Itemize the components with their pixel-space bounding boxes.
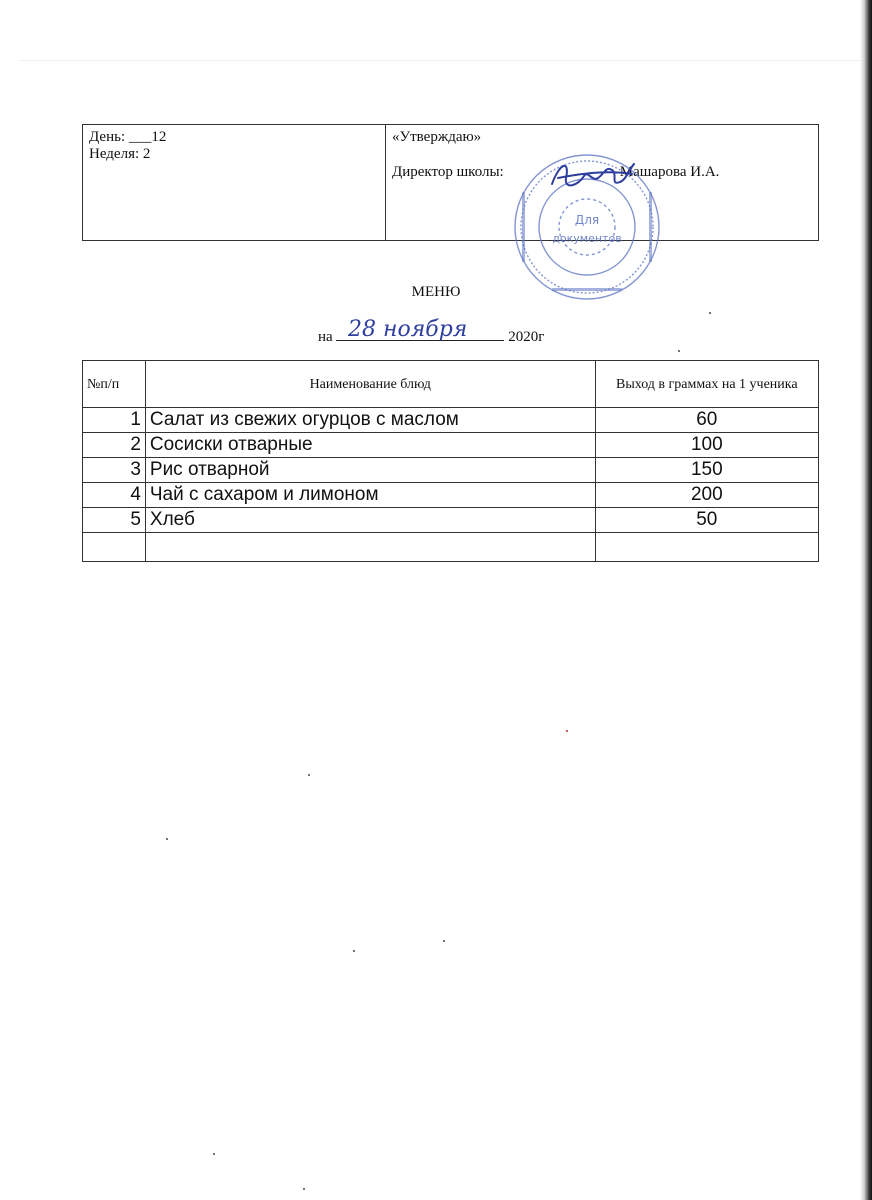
- row-num: 3: [83, 458, 146, 483]
- table-row: [83, 458, 819, 483]
- table-header-row: [83, 361, 819, 408]
- row-name: [145, 533, 595, 562]
- scan-speck: [566, 730, 568, 732]
- col-header-output: Выход в граммах на 1 ученика: [595, 361, 818, 408]
- row-output: 200: [595, 483, 818, 508]
- director-signature: [548, 156, 638, 202]
- row-output: 50: [595, 508, 818, 533]
- approve-label: «Утверждаю»: [392, 129, 482, 145]
- scan-speck: [166, 838, 168, 840]
- scan-speck: [443, 940, 445, 942]
- col-header-name: Наименование блюд: [145, 361, 595, 408]
- director-name: Машарова И.А.: [619, 164, 720, 180]
- table-row: [83, 408, 819, 433]
- scan-fold-line: [20, 60, 860, 61]
- table-row-empty: [83, 533, 819, 562]
- row-name: Салат из свежих огурцов с маслом: [145, 408, 595, 433]
- week-label: Неделя: 2: [89, 146, 151, 162]
- scan-speck: [308, 774, 310, 776]
- table-row: [83, 483, 819, 508]
- row-num: 4: [83, 483, 146, 508]
- stamp-text-1: Для: [574, 213, 600, 227]
- scan-speck: [303, 1188, 305, 1190]
- row-name: Чай с сахаром и лимоном: [145, 483, 595, 508]
- table-row: [83, 433, 819, 458]
- header-day-cell: [83, 125, 386, 241]
- row-num: [83, 533, 146, 562]
- date-prefix: на: [318, 329, 333, 345]
- row-output: 150: [595, 458, 818, 483]
- row-name: Рис отварной: [145, 458, 595, 483]
- col-header-num: №п/п: [83, 361, 146, 408]
- header-box: [82, 124, 819, 241]
- scan-speck: [213, 1153, 215, 1155]
- stamp-text-2: документов: [552, 232, 622, 245]
- scan-speck: [678, 350, 680, 352]
- scan-speck: [709, 312, 711, 314]
- row-output: 100: [595, 433, 818, 458]
- row-num: 5: [83, 508, 146, 533]
- menu-table: [82, 360, 819, 562]
- row-output: [595, 533, 818, 562]
- row-num: 2: [83, 433, 146, 458]
- row-name: Хлеб: [145, 508, 595, 533]
- date-year: 2020г: [508, 329, 545, 345]
- director-label: Директор школы:: [392, 164, 504, 180]
- handwritten-date: [344, 312, 504, 346]
- row-output: 60: [595, 408, 818, 433]
- day-label: День: ___12: [89, 129, 167, 145]
- handwritten-date-text: 28 ноября: [348, 317, 468, 342]
- row-num: 1: [83, 408, 146, 433]
- table-row: [83, 508, 819, 533]
- scan-edge-shadow: [860, 0, 872, 1200]
- scan-speck: [353, 950, 355, 952]
- menu-title: МЕНЮ: [411, 284, 461, 300]
- row-name: Сосиски отварные: [145, 433, 595, 458]
